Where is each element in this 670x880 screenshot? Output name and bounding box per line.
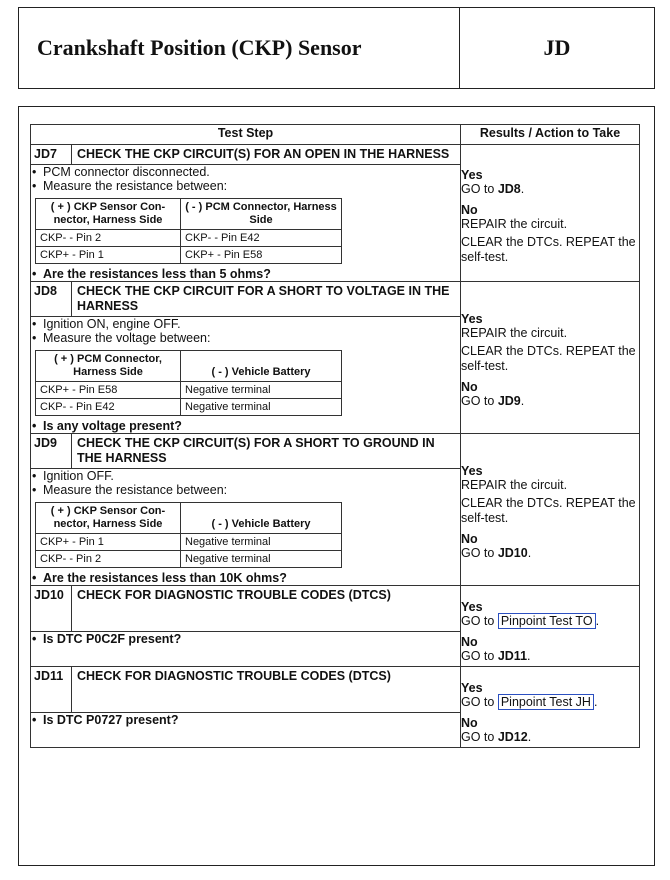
yes-action-2: CLEAR the DTCs. REPEAT the self-test. <box>461 344 636 373</box>
step-body <box>31 165 461 282</box>
step-id: JD11 <box>31 667 72 713</box>
measure-head: ( - ) PCM Connector, Harness Side <box>181 199 342 230</box>
step-body <box>31 632 461 667</box>
pinpoint-test-to-link[interactable]: Pinpoint Test TO <box>498 613 596 629</box>
question: • Is DTC P0C2F present? <box>43 632 460 646</box>
measure-head: ( - ) Vehicle Battery <box>181 351 342 382</box>
step-jd10-title-row <box>31 586 640 632</box>
test-table <box>30 124 640 748</box>
measure-cell: Negative terminal <box>181 551 342 568</box>
measure-cell: CKP- - Pin 2 <box>36 230 181 247</box>
no-action: GO to JD9. <box>461 394 525 408</box>
step-id: JD7 <box>31 145 72 165</box>
yes-label: Yes <box>461 681 483 695</box>
measure-cell: CKP- - Pin 2 <box>36 551 181 568</box>
section-code: JD <box>543 35 571 60</box>
yes-label: Yes <box>461 167 483 182</box>
question: • Is DTC P0727 present? <box>43 713 460 727</box>
measure-cell: CKP- - Pin E42 <box>181 230 342 247</box>
yes-action-1: REPAIR the circuit. <box>461 326 568 340</box>
yes-action: GO to JD8. <box>461 181 525 196</box>
step-result <box>461 667 640 748</box>
measure-table <box>35 350 342 416</box>
bullet: • Measure the resistance between: <box>43 179 460 193</box>
no-label: No <box>461 635 478 649</box>
yes-action: GO to Pinpoint Test JH . <box>461 695 598 709</box>
measure-cell: Negative terminal <box>181 382 342 399</box>
measure-cell: CKP+ - Pin E58 <box>36 382 181 399</box>
step-jd7-title-row <box>31 145 640 165</box>
measure-cell: CKP+ - Pin 1 <box>36 534 181 551</box>
measure-cell: CKP- - Pin E42 <box>36 399 181 416</box>
step-title: CHECK FOR DIAGNOSTIC TROUBLE CODES (DTCS) <box>72 586 461 632</box>
step-id: JD10 <box>31 586 72 632</box>
yes-label: Yes <box>461 600 483 614</box>
step-title: CHECK THE CKP CIRCUIT(S) FOR A SHORT TO GROUND IN THE HARNESS <box>72 434 461 469</box>
no-action-2: CLEAR the DTCs. REPEAT the self-test. <box>461 234 636 264</box>
page-header <box>18 7 655 89</box>
yes-label: Yes <box>461 464 483 478</box>
measure-head: ( + ) PCM Connector, Harness Side <box>36 351 181 382</box>
bullet: • Measure the voltage between: <box>43 331 460 345</box>
col-results: Results / Action to Take <box>461 125 640 145</box>
no-action-1: REPAIR the circuit. <box>461 216 568 231</box>
measure-cell: CKP+ - Pin E58 <box>181 247 342 264</box>
col-test-step: Test Step <box>31 125 461 145</box>
bullet: • Ignition ON, engine OFF. <box>43 317 460 331</box>
question: • Is any voltage present? <box>43 419 460 433</box>
no-label: No <box>461 202 478 217</box>
step-jd8-title-row <box>31 282 640 317</box>
pinpoint-test-jh-link[interactable]: Pinpoint Test JH <box>498 694 594 710</box>
step-body <box>31 469 461 586</box>
bullet: • Measure the resistance between: <box>43 483 460 497</box>
measure-table <box>35 502 342 568</box>
no-action: GO to JD10. <box>461 546 532 560</box>
step-jd9-title-row <box>31 434 640 469</box>
bullet: • Ignition OFF. <box>43 469 460 483</box>
question: • Are the resistances less than 10K ohms? <box>43 571 460 585</box>
measure-head: ( + ) CKP Sensor Con-nector, Harness Side <box>36 199 181 230</box>
step-title: CHECK THE CKP CIRCUIT FOR A SHORT TO VOLTAGE IN THE HARNESS <box>72 282 461 317</box>
measure-cell: Negative terminal <box>181 399 342 416</box>
step-body <box>31 317 461 434</box>
step-id: JD8 <box>31 282 72 317</box>
step-result <box>461 282 640 434</box>
step-id: JD9 <box>31 434 72 469</box>
no-label: No <box>461 532 478 546</box>
step-result <box>461 145 640 282</box>
step-title: CHECK FOR DIAGNOSTIC TROUBLE CODES (DTCS) <box>72 667 461 713</box>
measure-cell: CKP+ - Pin 1 <box>36 247 181 264</box>
yes-action-2: CLEAR the DTCs. REPEAT the self-test. <box>461 496 636 525</box>
step-body <box>31 713 461 748</box>
no-label: No <box>461 716 478 730</box>
bullet: • PCM connector disconnected. <box>43 165 460 179</box>
page-title: Crankshaft Position (CKP) Sensor <box>19 8 460 88</box>
measure-cell: Negative terminal <box>181 534 342 551</box>
yes-action: GO to Pinpoint Test TO . <box>461 614 600 628</box>
yes-label: Yes <box>461 312 483 326</box>
question: • Are the resistances less than 5 ohms? <box>43 267 460 281</box>
no-label: No <box>461 380 478 394</box>
step-result <box>461 586 640 667</box>
step-title: CHECK THE CKP CIRCUIT(S) FOR AN OPEN IN THE HARNESS <box>72 145 461 165</box>
yes-action-1: REPAIR the circuit. <box>461 478 568 492</box>
no-action: GO to JD11. <box>461 649 531 663</box>
measure-head: ( - ) Vehicle Battery <box>181 503 342 534</box>
step-jd11-title-row <box>31 667 640 713</box>
measure-head: ( + ) CKP Sensor Con-nector, Harness Side <box>36 503 181 534</box>
no-action: GO to JD12. <box>461 730 532 744</box>
step-result <box>461 434 640 586</box>
measure-table <box>35 198 342 264</box>
